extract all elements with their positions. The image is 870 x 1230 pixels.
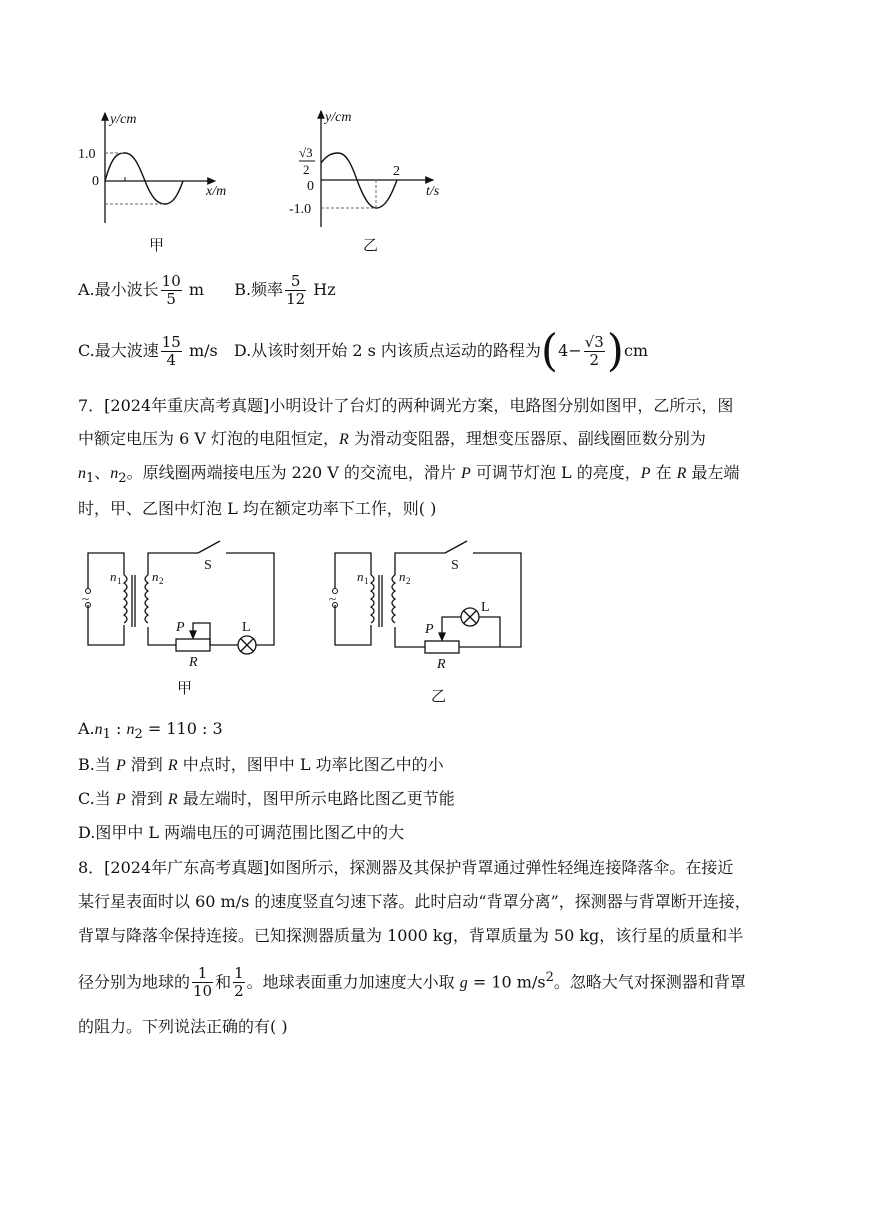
graph-yi bbox=[285, 103, 465, 255]
var-n1: n bbox=[78, 465, 86, 482]
var-r: R bbox=[167, 757, 178, 774]
option-d-minus: − bbox=[568, 341, 582, 360]
n1-label: n bbox=[357, 569, 364, 584]
frac-num: 1 bbox=[192, 965, 213, 983]
tick-top-label: 1.0 bbox=[78, 147, 96, 162]
var-r: R bbox=[676, 465, 687, 482]
sub: 2 bbox=[134, 727, 143, 743]
text: 滑到 bbox=[125, 789, 168, 808]
text: A. bbox=[78, 719, 95, 738]
ac-symbol: ~ bbox=[82, 591, 90, 606]
var-p: P bbox=[461, 465, 471, 482]
n2-sub: 2 bbox=[159, 576, 164, 586]
option-d-fraction bbox=[584, 334, 605, 369]
q7-line-4: 时，甲、乙图中灯泡 L 均在额定功率下工作，则( ) bbox=[78, 499, 437, 518]
l-label: L bbox=[481, 600, 490, 615]
option-b-prefix: B.频率 bbox=[234, 280, 284, 299]
text: B.当 bbox=[78, 755, 116, 774]
text: = 10 m/s bbox=[467, 972, 546, 992]
text: 最左端时，图甲所示电路比图乙更节能 bbox=[177, 789, 455, 808]
sub: 1 bbox=[102, 727, 111, 743]
q7-line-3 bbox=[78, 462, 740, 490]
origin-label: 0 bbox=[307, 179, 314, 194]
frac-num: 1 bbox=[234, 964, 244, 983]
q8-line-3: 背罩与降落伞保持连接。已知探测器质量为 1000 kg，背罩质量为 50 kg，该行星的质量和半 bbox=[78, 926, 744, 945]
q6-option-row-cd bbox=[78, 325, 649, 377]
option-d-four: 4 bbox=[558, 341, 569, 360]
paren-right: ) bbox=[606, 325, 624, 377]
text: 。原线圈两端接电压为 220 V 的交流电，滑片 bbox=[126, 463, 462, 482]
tick-sqrt-num: √3 bbox=[299, 145, 313, 160]
circuit-jia bbox=[78, 535, 288, 700]
s-label: S bbox=[204, 558, 212, 573]
secondary-coil bbox=[145, 575, 148, 623]
text: 为滑动变阻器，理想变压器原、副线圈匝数分别为 bbox=[348, 429, 706, 448]
t-axis-label: t/s bbox=[426, 184, 440, 199]
option-b-unit: Hz bbox=[313, 280, 336, 299]
q7-line-2 bbox=[78, 428, 706, 451]
text: 。地球表面重力加速度大小取 bbox=[246, 972, 460, 992]
q6-option-row-ab bbox=[78, 268, 336, 312]
text: 、 bbox=[94, 463, 111, 482]
s-label: S bbox=[451, 558, 459, 573]
fraction-radius bbox=[233, 965, 245, 1000]
var-n1: n bbox=[94, 721, 103, 738]
rheostat bbox=[425, 641, 459, 653]
primary-wire-lower bbox=[335, 605, 371, 645]
sup: 2 bbox=[545, 970, 554, 985]
circuit-caption: 甲 bbox=[177, 681, 193, 697]
q7-option-b bbox=[78, 754, 444, 777]
n2-label: n bbox=[399, 569, 406, 584]
primary-wire-lower bbox=[88, 605, 124, 645]
option-c-unit: m/s bbox=[188, 341, 218, 360]
q8-line-1: 8．[2024年广东高考真题]如图所示，探测器及其保护背罩通过弹性轻绳连接降落伞。在接近 bbox=[78, 858, 734, 877]
n2-label: n bbox=[152, 569, 159, 584]
var-r: R bbox=[167, 791, 178, 808]
frac-num: √3 bbox=[584, 333, 604, 351]
var-n2: n bbox=[126, 721, 135, 738]
switch-s bbox=[198, 541, 220, 553]
y-axis-label: y/cm bbox=[110, 112, 137, 127]
option-a-prefix: A.最小波长 bbox=[78, 280, 159, 299]
x-axis-label: x/m bbox=[206, 184, 227, 199]
option-b-fraction bbox=[285, 273, 306, 308]
q7-line-1: 7．[2024年重庆高考真题]小明设计了台灯的两种调光方案，电路图分别如图甲，乙所示，图 bbox=[78, 396, 734, 415]
text: 中点时，图甲中 L 功率比图乙中的小 bbox=[177, 755, 444, 774]
r-label: R bbox=[437, 657, 446, 672]
primary-coil bbox=[371, 575, 374, 623]
q8-line-5: 的阻力。下列说法正确的有( ) bbox=[78, 1017, 288, 1036]
secondary-coil bbox=[392, 575, 395, 623]
lamp-branch bbox=[442, 617, 461, 635]
text: 径分别为地球的 bbox=[78, 972, 191, 992]
secondary-wire-left bbox=[395, 627, 425, 647]
circuit-caption: 乙 bbox=[431, 689, 447, 705]
frac-den: 2 bbox=[589, 351, 600, 369]
frac-num: 15 bbox=[161, 333, 181, 351]
frac-den: 12 bbox=[286, 290, 306, 308]
p-label: P bbox=[425, 622, 434, 637]
q8-line-4 bbox=[78, 956, 746, 1005]
option-d-unit: cm bbox=[623, 341, 649, 360]
n1-sub: 1 bbox=[117, 576, 122, 586]
q8-line-2: 某行星表面时以 60 m/s 的速度竖直匀速下落。此时启动“背罩分离”，探测器与背罩断开连接， bbox=[78, 892, 751, 911]
graph-caption: 甲 bbox=[149, 238, 165, 254]
primary-coil bbox=[124, 575, 127, 623]
l-label: L bbox=[242, 620, 251, 635]
slider-p bbox=[193, 623, 210, 645]
text: 在 bbox=[650, 463, 677, 482]
option-a-unit: m bbox=[188, 280, 205, 299]
r-label: R bbox=[189, 655, 198, 670]
var-g: g bbox=[459, 974, 468, 992]
y-axis-label: y/cm bbox=[325, 110, 352, 125]
origin-label: 0 bbox=[92, 174, 99, 189]
text: C.当 bbox=[78, 789, 116, 808]
tick-2-label: 2 bbox=[393, 164, 400, 179]
text: 可调节灯泡 L 的亮度， bbox=[470, 463, 641, 482]
text: : bbox=[110, 719, 127, 738]
option-c-fraction bbox=[161, 334, 182, 369]
frac-num: 10 bbox=[161, 272, 181, 290]
var-p: P bbox=[640, 465, 651, 482]
sub: 1 bbox=[86, 471, 95, 487]
fraction-mass bbox=[192, 965, 213, 1000]
option-c-prefix: C.最大波速 bbox=[78, 341, 159, 360]
text: 最左端 bbox=[686, 463, 740, 482]
rheostat bbox=[176, 639, 210, 651]
frac-den: 10 bbox=[193, 982, 213, 1001]
tick-sqrt-den: 2 bbox=[303, 162, 310, 177]
switch-s bbox=[445, 541, 467, 553]
var-p: P bbox=[115, 791, 126, 808]
frac-den: 2 bbox=[234, 982, 244, 1001]
text: = 110 : 3 bbox=[142, 719, 223, 738]
q7-option-a bbox=[78, 718, 223, 746]
q7-option-d: D.图甲中 L 两端电压的可调范围比图乙中的大 bbox=[78, 823, 405, 842]
var-p: P bbox=[115, 757, 126, 774]
var-n2: n bbox=[110, 465, 119, 482]
var-r: R bbox=[339, 431, 349, 448]
circuit-yi bbox=[325, 535, 535, 705]
text: 。忽略大气对探测器和背罩 bbox=[553, 972, 746, 992]
secondary-wire-left bbox=[148, 627, 176, 645]
n1-sub: 1 bbox=[364, 576, 369, 586]
tick-neg-label: -1.0 bbox=[289, 202, 312, 217]
p-label: P bbox=[176, 620, 185, 635]
option-d-prefix: D.从该时刻开始 2 s 内该质点运动的路程为 bbox=[233, 341, 541, 360]
frac-num: 5 bbox=[285, 273, 306, 291]
frac-den: 4 bbox=[166, 351, 177, 369]
q7-option-c bbox=[78, 788, 455, 811]
text: 和 bbox=[215, 972, 232, 992]
option-a-fraction bbox=[161, 273, 182, 308]
ac-symbol: ~ bbox=[329, 591, 337, 606]
graph-caption: 乙 bbox=[363, 238, 379, 254]
wave-curve bbox=[105, 153, 183, 204]
text: 滑到 bbox=[125, 755, 168, 774]
n1-label: n bbox=[110, 569, 117, 584]
text: 中额定电压为 6 V 灯泡的电阻恒定， bbox=[78, 429, 339, 448]
graph-jia bbox=[70, 105, 260, 255]
paren-left: ( bbox=[540, 325, 559, 377]
secondary-wire-right bbox=[459, 553, 521, 647]
frac-den: 5 bbox=[166, 290, 176, 308]
sub: 2 bbox=[118, 471, 127, 487]
n2-sub: 2 bbox=[406, 576, 411, 586]
